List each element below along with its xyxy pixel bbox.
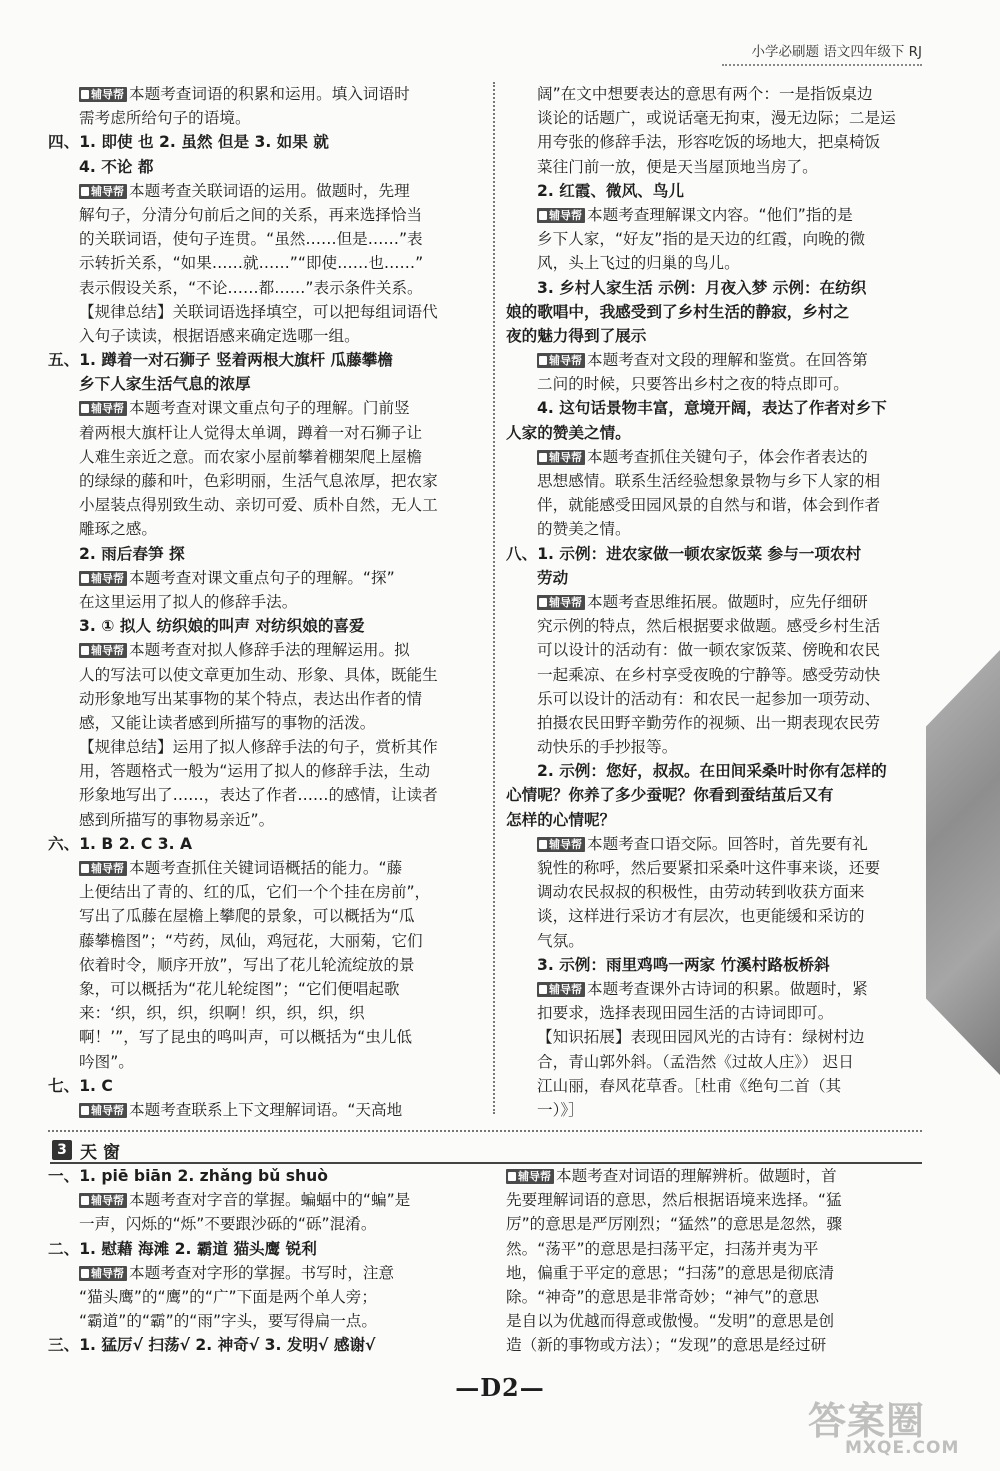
answer-line: [48, 1188, 488, 1212]
answer-line: [48, 1261, 488, 1285]
header-divider: [722, 64, 922, 66]
answer-line: [506, 1025, 921, 1049]
answer-line: [48, 856, 488, 880]
section-title: 天窗: [80, 1143, 126, 1163]
answer-text: 除。“神奇”的意思是非常奇妙；“神气”的意思: [506, 1287, 820, 1306]
answer-text: 本题考查关联词语的运用。做题时，先理: [129, 181, 410, 200]
answer-line: [48, 1098, 488, 1122]
answer-line: [48, 759, 488, 783]
answer-text: 本题考查联系上下文理解词语。“天高地: [129, 1100, 403, 1119]
answer-line: [506, 977, 921, 1001]
answer-line: [506, 1309, 926, 1333]
answer-text: 本题考查抓住关键句子，体会作者表达的: [587, 447, 868, 466]
answer-text: 人的写法可以使文章更加生动、形象、具体，既能生: [79, 665, 438, 684]
answer-line: [506, 1261, 926, 1285]
answer-line: [506, 348, 921, 372]
column-divider: [493, 82, 495, 1114]
answer-text: 的绿绿的藤和叶，色彩明丽，生活气息浓厚，把农家: [79, 472, 438, 490]
answer-line: [48, 1050, 488, 1074]
answer-text: 乐可以设计的活动有：和农民一起参加一项劳动、: [537, 689, 881, 708]
answer-line: [48, 832, 488, 856]
answer-text: 一、1. piē biān 2. zhǎng bǔ shuò: [48, 1167, 328, 1185]
answer-text: 二问的时候，只要答出乡村之夜的特点即可。: [537, 375, 849, 394]
answer-text: 乡下人家，“好友”指的是天边的红霞，向晚的微: [537, 230, 866, 249]
answer-line: [48, 106, 488, 130]
answer-line: [48, 203, 488, 227]
answer-text: 一）》］: [537, 1100, 584, 1119]
fudaobang-badge: 辅导帮: [79, 861, 127, 876]
answer-line: [506, 663, 921, 687]
answer-text: 【知识拓展】表现田园风光的古诗有：绿树村边: [537, 1028, 865, 1047]
answer-text: 娘的歌唱中，我感受到了乡村生活的静寂，乡村之: [506, 302, 850, 321]
answer-line: [506, 542, 921, 566]
answer-line: [48, 1001, 488, 1025]
answer-text: 3. 乡村人家生活 示例：月夜入梦 示例：在纺织: [537, 278, 867, 297]
answer-text: 用，答题格式一般为“运用了拟人的修辞手法，生动: [79, 762, 431, 781]
answer-line: [506, 783, 921, 807]
answer-text: 造（新的事物或方法）；“发现”的意思是经过研: [506, 1336, 827, 1355]
answer-text: 用夸张的修辞手法，形容吃饭的场地大，把桌椅饭: [537, 133, 881, 152]
watermark-url: MXQE.COM: [845, 1438, 960, 1458]
answer-line: [506, 227, 921, 251]
answer-line: [506, 445, 921, 469]
answer-text: 动形象地写出某事物的某个特点，表达出作者的情: [79, 689, 423, 708]
answer-text: 谈，这样进行采访才有层次，也更能缓和采访的: [537, 907, 865, 926]
answer-text: 一起乘凉、在乡村享受夜晚的宁静等。感受劳动快: [537, 665, 881, 684]
answer-text: 3. 示例：雨里鸡鸣一两家 竹溪村路板桥斜: [537, 955, 830, 974]
answer-text: 心情呢？你养了多少蚕呢？你看到蚕结茧后又有: [506, 786, 834, 805]
answer-text: 着两根大旗杆让人觉得太单调，蹲着一对石狮子让: [79, 423, 423, 442]
answer-line: [506, 1285, 926, 1309]
answer-text: 的赞美之情。: [537, 520, 631, 539]
answer-line: [48, 783, 488, 807]
answer-line: [48, 155, 488, 179]
left-column: [48, 82, 488, 1122]
fudaobang-badge: 辅导帮: [537, 595, 585, 610]
answer-line: [48, 445, 488, 469]
answer-line: [506, 130, 921, 154]
fudaobang-badge: 辅导帮: [537, 450, 585, 465]
answer-line: [506, 880, 921, 904]
answer-text: 劳动: [537, 568, 569, 587]
answer-line: [48, 276, 488, 300]
answer-text: 究示例的特点，然后根据要求做题。感受乡村生活: [537, 617, 881, 636]
answer-text: 本题考查对文段的理解和鉴赏。在回答第: [587, 351, 868, 370]
answer-line: [48, 542, 488, 566]
answer-line: [48, 469, 488, 493]
answer-text: 解句子，分清分句前后之间的关系，再来选择恰当: [79, 205, 423, 224]
answer-text: 人难生亲近之意。而农家小屋前攀着棚架爬上屋檐: [79, 447, 423, 466]
answer-line: [506, 1212, 926, 1236]
answer-line: [48, 808, 488, 832]
answer-line: [506, 856, 921, 880]
answer-line: [506, 155, 921, 179]
page-header: 小学必刷题 语文四年级下 RJ: [751, 44, 922, 60]
answer-text: 本题考查对拟人修辞手法的理解运用。拟: [129, 641, 410, 660]
fudaobang-badge: 辅导帮: [79, 1103, 127, 1118]
answer-line: [506, 493, 921, 517]
answer-line: [506, 106, 921, 130]
answer-line: [506, 832, 921, 856]
answer-line: [506, 1237, 926, 1261]
answer-line: [506, 953, 921, 977]
answer-text: 拍摄农民田野辛勤劳作的视频、出一期表现农民劳: [537, 713, 881, 732]
answer-line: [48, 227, 488, 251]
answer-text: 可以设计的活动有：做一顿农家饭菜、傍晚和农民: [537, 641, 881, 660]
answer-line: [48, 493, 488, 517]
answer-text: 本题考查理解课文内容。“他们”指的是: [587, 205, 853, 224]
answer-line: [506, 759, 921, 783]
answer-text: 思想感情。联系生活经验想象景物与乡下人家的相: [537, 472, 881, 490]
answer-text: 四、1. 即使 也 2. 虽然 但是 3. 如果 就: [48, 133, 329, 152]
answer-text: 风，头上飞过的归巢的鸟儿。: [537, 254, 740, 273]
answer-line: [48, 1237, 488, 1261]
fudaobang-badge: 辅导帮: [79, 1266, 127, 1281]
answer-line: [506, 904, 921, 928]
page-number: —D2—: [455, 1373, 545, 1402]
watermark: [800, 1390, 985, 1465]
answer-text: 五、1. 蹲着一对石狮子 竖着两根大旗杆 瓜藤攀檐: [48, 351, 393, 370]
answer-text: 地，偏重于平定的意思；“扫荡”的意思是彻底清: [506, 1263, 835, 1282]
answer-text: 乡下人家生活气息的浓厚: [79, 375, 251, 394]
answer-line: [506, 735, 921, 759]
answer-text: 依着时令，顺序开放”，写出了花儿轮流绽放的景: [79, 955, 415, 974]
answer-line: [506, 1164, 926, 1188]
fudaobang-badge: 辅导帮: [79, 1193, 127, 1208]
fudaobang-badge: 辅导帮: [79, 87, 127, 102]
answer-line: [48, 179, 488, 203]
answer-text: 本题考查抓住关键词语概括的能力。“藤: [129, 859, 403, 877]
answer-line: [48, 348, 488, 372]
answer-line: [48, 711, 488, 735]
answer-text: 本题考查对课文重点句子的理解。“探”: [129, 568, 395, 587]
answer-text: 来：‘织，织，织，织啊！织，织，织，织: [79, 1004, 365, 1023]
fudaobang-badge: 辅导帮: [79, 643, 127, 658]
answer-line: [48, 517, 488, 541]
answer-text: 扣要求，选择表现田园生活的古诗词即可。: [537, 1004, 834, 1023]
answer-text: “霸道”的“霸”的“雨”字头，要写得扁一点。: [79, 1312, 377, 1331]
answer-line: [48, 904, 488, 928]
answer-line: [506, 929, 921, 953]
answer-line: [48, 880, 488, 904]
answer-text: 人家的赞美之情。: [506, 423, 631, 442]
fudaobang-badge: 辅导帮: [79, 571, 127, 586]
answer-line: [48, 929, 488, 953]
answer-text: 4. 这句话景物丰富，意境开阔，表达了作者对乡下: [537, 399, 887, 418]
answer-text: 象，可以概括为“花儿轮绽图”；“它们便唱起歌: [79, 979, 400, 998]
fudaobang-badge: 辅导帮: [537, 353, 585, 368]
answer-line: [506, 1098, 921, 1122]
answer-line: [506, 300, 921, 324]
answer-line: [48, 1285, 488, 1309]
answer-text: 形象地写出了……，表达了作者……的感情，让读者: [79, 786, 438, 805]
bottom-left-column: [48, 1164, 488, 1358]
answer-line: [48, 735, 488, 759]
answer-text: 调动农民叔叔的积极性，由劳动转到收获方面来: [537, 883, 865, 902]
answer-text: 4. 不论 都: [79, 157, 154, 176]
answer-text: 本题考查对课文重点句子的理解。门前竖: [129, 399, 410, 418]
answer-text: 然。“荡平”的意思是扫荡平定，扫荡并夷为平: [506, 1239, 819, 1258]
answer-text: 示转折关系，“如果……就……”“即使……也……”: [79, 254, 424, 273]
answer-text: 写出了瓜藤在屋檐上攀爬的景象，可以概括为“瓜: [79, 907, 415, 926]
answer-text: 伴，就能感受田园风景的自然与和谐，体会到作者: [537, 496, 881, 515]
fudaobang-badge: 辅导帮: [537, 837, 585, 852]
answer-line: [48, 300, 488, 324]
answer-text: 怎样的心情呢？: [506, 810, 616, 829]
section-divider: [48, 1130, 922, 1132]
answer-line: [506, 1188, 926, 1212]
answer-line: [506, 711, 921, 735]
answer-text: 藤攀檐图”；“芍药，凤仙，鸡冠花，大丽菊，它们: [79, 931, 423, 950]
answer-line: [48, 953, 488, 977]
answer-line: [506, 82, 921, 106]
answer-line: [506, 1074, 921, 1098]
answer-text: 本题考查口语交际。回答时，首先要有礼: [587, 834, 868, 853]
answer-text: 在这里运用了拟人的修辞手法。: [79, 592, 298, 611]
answer-text: 本题考查课外古诗词的积累。做题时，紧: [587, 979, 868, 998]
fudaobang-badge: 辅导帮: [537, 208, 585, 223]
answer-line: [48, 251, 488, 275]
answer-line: [48, 590, 488, 614]
answer-text: 【规律总结】运用了拟人修辞手法的句子，赏析其作: [79, 738, 438, 757]
answer-text: 本题考查对字形的掌握。书写时，注意: [129, 1263, 395, 1282]
answer-text: 七、1. C: [48, 1076, 113, 1095]
answer-text: 六、1. B 2. C 3. A: [48, 834, 193, 853]
answer-text: “猫头鹰”的“鹰”的“广”下面是两个单人旁；: [79, 1287, 377, 1306]
answer-line: [48, 1309, 488, 1333]
fudaobang-badge: 辅导帮: [537, 982, 585, 997]
answer-line: [506, 517, 921, 541]
answer-line: [506, 808, 921, 832]
answer-line: [506, 324, 921, 348]
answer-text: 江山丽，春风花草香。［杜甫《绝句二首（其: [537, 1076, 842, 1095]
fudaobang-badge: 辅导帮: [79, 401, 127, 416]
fudaobang-badge: 辅导帮: [79, 184, 127, 199]
answer-text: 三、1. 猛厉√ 扫荡√ 2. 神奇√ 3. 发明√ 感谢√: [48, 1336, 376, 1355]
answer-line: [506, 1001, 921, 1025]
answer-text: 貌性的称呼，然后要紧扣采桑叶这件事来谈，还要: [537, 859, 881, 877]
answer-text: 厉”的意思是严厉刚烈；“猛然”的意思是忽然，骤: [506, 1215, 843, 1234]
answer-line: [506, 590, 921, 614]
answer-text: 阔”在文中想要表达的意思有两个：一是指饭桌边: [537, 85, 873, 103]
answer-text: 本题考查思维拓展。做题时，应先仔细研: [587, 592, 868, 611]
answer-text: 小屋装点得别致生动、亲切可爱、质朴自然，无人工: [79, 496, 438, 515]
answer-text: 气氛。: [537, 931, 584, 950]
answer-line: [48, 663, 488, 687]
answer-text: 感到所描写的事物易亲近”。: [79, 810, 275, 829]
answer-line: [48, 82, 488, 106]
answer-text: 入句子读读，根据语感来确定选哪一组。: [79, 326, 360, 345]
answer-text: 夜的魅力得到了展示: [506, 326, 647, 345]
answer-text: 一声，闪烁的“烁”不要跟沙砾的“砾”混淆。: [79, 1215, 377, 1234]
answer-text: 表示假设关系，“不论……都……”表示条件关系。: [79, 278, 423, 297]
answer-line: [506, 276, 921, 300]
side-tab-decoration: [926, 650, 1000, 1075]
answer-line: [48, 1212, 488, 1236]
answer-line: [506, 469, 921, 493]
answer-line: [48, 687, 488, 711]
fudaobang-badge: 辅导帮: [506, 1169, 554, 1184]
answer-text: 【规律总结】关联词语选择填空，可以把每组词语代: [79, 302, 438, 321]
answer-text: 谈论的话题广，或说话毫无拘束，漫无边际；二是运: [537, 109, 896, 128]
answer-text: 菜往门前一放，便是天当屋顶地当房了。: [537, 157, 818, 176]
answer-text: 本题考查词语的积累和运用。填入词语时: [129, 85, 410, 103]
bottom-right-column: [506, 1164, 926, 1358]
answer-text: 吟图”。: [79, 1052, 134, 1071]
answer-line: [506, 372, 921, 396]
answer-line: [48, 1333, 488, 1357]
right-column: [506, 82, 921, 1122]
answer-text: 动快乐的手抄报等。: [537, 738, 678, 757]
answer-line: [48, 1074, 488, 1098]
answer-text: 上便结出了青的、红的瓜，它们一个个挂在房前”，: [79, 883, 431, 902]
answer-line: [48, 130, 488, 154]
answer-line: [48, 566, 488, 590]
answer-line: [48, 638, 488, 662]
answer-line: [48, 324, 488, 348]
answer-text: 本题考查对字音的掌握。蝙蝠中的“蝙”是: [129, 1191, 411, 1210]
answer-line: [506, 614, 921, 638]
answer-line: [506, 203, 921, 227]
answer-text: 需考虑所给句子的语境。: [79, 109, 251, 128]
answer-text: 是自以为优越而得意或傲慢。“发明”的意思是创: [506, 1312, 835, 1331]
answer-line: [506, 251, 921, 275]
answer-text: 先要理解词语的意思，然后根据语境来选择。“猛: [506, 1191, 842, 1210]
answer-text: 3. ① 拟人 纺织娘的叫声 对纺织娘的喜爱: [79, 617, 365, 636]
answer-text: 本题考查对词语的理解辨析。做题时，首: [556, 1167, 837, 1185]
answer-line: [506, 396, 921, 420]
answer-line: [506, 566, 921, 590]
answer-text: 2. 红霞、微风、鸟儿: [537, 181, 684, 200]
answer-line: [506, 1050, 921, 1074]
answer-text: 雕琢之感。: [79, 520, 157, 539]
section-number: 3: [52, 1140, 72, 1160]
answer-line: [48, 1164, 488, 1188]
answer-text: 2. 雨后春笋 探: [79, 544, 185, 563]
answer-line: [48, 1025, 488, 1049]
answer-line: [506, 638, 921, 662]
watermark-logo-text: 答案圈: [808, 1399, 926, 1443]
answer-text: 的关联词语，使句子连贯。“虽然……但是……”表: [79, 230, 423, 249]
answer-line: [48, 614, 488, 638]
answer-line: [506, 421, 921, 445]
answer-text: 八、1. 示例：进农家做一顿农家饭菜 参与一项农村: [506, 544, 862, 563]
answer-line: [48, 396, 488, 420]
answer-text: 啊！’”，写了昆虫的鸣叫声，可以概括为“虫儿低: [79, 1028, 412, 1047]
answer-line: [506, 179, 921, 203]
answer-text: 合，青山郭外斜。（孟浩然《过故人庄》） 迟日: [537, 1052, 854, 1071]
answer-line: [48, 421, 488, 445]
answer-text: 2. 示例：您好，叔叔。在田间采桑叶时你有怎样的: [537, 762, 887, 781]
answer-line: [48, 372, 488, 396]
answer-line: [506, 687, 921, 711]
answer-text: 感，又能让读者感到所描写的事物的活泼。: [79, 713, 376, 732]
answer-text: 二、1. 慰藉 海滩 2. 霸道 猫头鹰 锐利: [48, 1239, 317, 1258]
answer-line: [48, 977, 488, 1001]
answer-line: [506, 1333, 926, 1357]
